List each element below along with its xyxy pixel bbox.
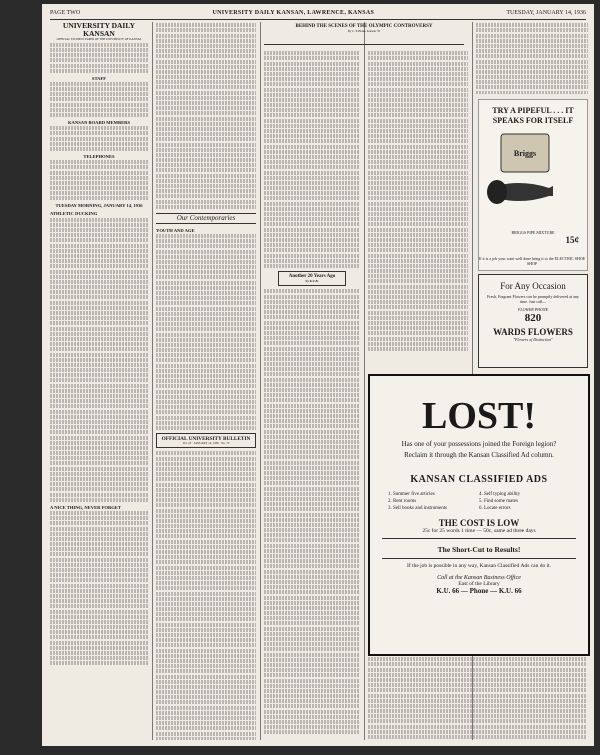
masthead-title: UNIVERSITY DAILY KANSAN bbox=[62, 22, 136, 38]
feature-column bbox=[368, 50, 468, 370]
flowers-tagline: "Flowers of Distinction" bbox=[513, 337, 553, 342]
shoe-shop-ad: If it is a job your want well done bring it to the ELECTRIC SHOE SHOP bbox=[478, 256, 586, 266]
cost-rate: 25c for 25 words 1 time — 50c, same ad three days bbox=[422, 528, 536, 534]
flowers-phone-label: FLOWER PHONE bbox=[517, 307, 549, 312]
pipe-price: 15¢ bbox=[565, 234, 579, 245]
right-column bbox=[476, 22, 588, 94]
classified-title: KANSAN CLASSIFIED ADS bbox=[410, 474, 548, 485]
page-number: PAGE TWO bbox=[50, 10, 81, 16]
flowers-shop: WARDS FLOWERS bbox=[493, 327, 573, 337]
bulletin-title: OFFICIAL UNIVERSITY BULLETIN bbox=[161, 435, 251, 442]
column-divider bbox=[260, 22, 261, 740]
list-item: 6. Locate errors bbox=[479, 506, 511, 511]
flowers-text: Fresh, Fragrant Flowers can be promptly delivered at any time. Just call— bbox=[487, 294, 579, 304]
call-line: Call at the Kansan Business Office bbox=[437, 575, 521, 581]
paper-name: UNIVERSITY DAILY KANSAN, LAWRENCE, KANSAS bbox=[212, 10, 375, 16]
newspaper-page bbox=[42, 4, 594, 746]
pipe-ad-title: TRY A PIPEFUL . . . IT SPEAKS FOR ITSELF bbox=[492, 106, 574, 125]
staff-heading: STAFF bbox=[91, 75, 107, 81]
cost-heading: THE COST IS LOW bbox=[438, 518, 520, 528]
svg-text:Briggs: Briggs bbox=[513, 149, 537, 158]
list-item: 2. Rent rooms bbox=[388, 499, 417, 504]
header-rule bbox=[50, 19, 586, 20]
editorial-column bbox=[50, 22, 148, 740]
lost-headline: LOST! bbox=[421, 395, 537, 437]
lost-question: Has one of your possessions joined the Foreign legion? bbox=[401, 440, 557, 448]
article-heading: ATHLETIC DUCKING bbox=[50, 211, 98, 217]
article-heading: A NICE THING, NEVER FORGET bbox=[50, 504, 122, 510]
olympic-title: BEHIND THE SCENES OF THE OLYMPIC CONTROVERSY bbox=[295, 24, 433, 29]
olympic-column bbox=[264, 50, 360, 740]
phones-heading: TELEPHONES bbox=[83, 153, 115, 159]
pipe-tobacco-tin-icon bbox=[479, 126, 585, 226]
column-divider bbox=[152, 22, 153, 740]
column-divider bbox=[364, 22, 365, 740]
years-ago-box bbox=[278, 271, 346, 287]
lost-reclaim: Reclaim it through the Kansan Classified Ad column. bbox=[404, 451, 554, 459]
years-ago-sub: by K.U.B. bbox=[305, 278, 319, 283]
divider bbox=[382, 538, 576, 539]
olympic-feature-heading bbox=[264, 24, 464, 45]
contemporaries-heading: Our Contemporaries bbox=[156, 213, 256, 224]
bulletin-meta: Vol. 23 · JANUARY 14, 1936 · No. 72 bbox=[182, 440, 230, 445]
flowers-ad bbox=[478, 274, 588, 368]
list-item: 1. Summer five articles bbox=[388, 492, 435, 497]
board-heading: KANSAN BOARD MEMBERS bbox=[67, 120, 131, 126]
pipe-brand: BRIGGS PIPE MIXTURE bbox=[511, 230, 555, 235]
years-ago-title: Another 20 Years Ago bbox=[288, 273, 336, 279]
bottom-text bbox=[368, 656, 586, 740]
location: East of the Library bbox=[458, 581, 500, 587]
article-heading: YOUTH AND AGE bbox=[156, 227, 195, 233]
phone-line: K.U. 66 — Phone — K.U. 66 bbox=[436, 587, 522, 595]
list-item: 3. Sell books and instruments bbox=[388, 506, 448, 511]
dateline: TUESDAY MORNING, JANUARY 14, 1936 bbox=[55, 203, 143, 209]
flowers-phone: 820 bbox=[524, 312, 542, 324]
page-header bbox=[50, 8, 586, 18]
pipe-tobacco-ad bbox=[478, 99, 588, 271]
list-item: 4. Self typing ability bbox=[479, 492, 521, 497]
classified-list bbox=[388, 491, 570, 512]
issue-date: TUESDAY, JANUARY 14, 1936 bbox=[506, 10, 586, 16]
masthead-subtitle: OFFICIAL STUDENT PAPER OF THE UNIVERSITY OF KANSAS bbox=[56, 37, 142, 41]
shortcut-line: The Short-Cut to Results! bbox=[437, 545, 521, 554]
olympic-byline: By C. P. Blake, Kansan '35 bbox=[347, 29, 381, 33]
bulletin-box bbox=[156, 433, 256, 449]
divider bbox=[382, 558, 576, 559]
contemporaries-column bbox=[156, 22, 256, 740]
possible-note: If the job is possible in any way, Kansan Classified Ads can do it. bbox=[407, 563, 551, 569]
list-item: 5. Find some mates bbox=[479, 499, 518, 504]
lost-classified-ad bbox=[368, 374, 590, 656]
flowers-title: For Any Occasion bbox=[500, 281, 566, 291]
